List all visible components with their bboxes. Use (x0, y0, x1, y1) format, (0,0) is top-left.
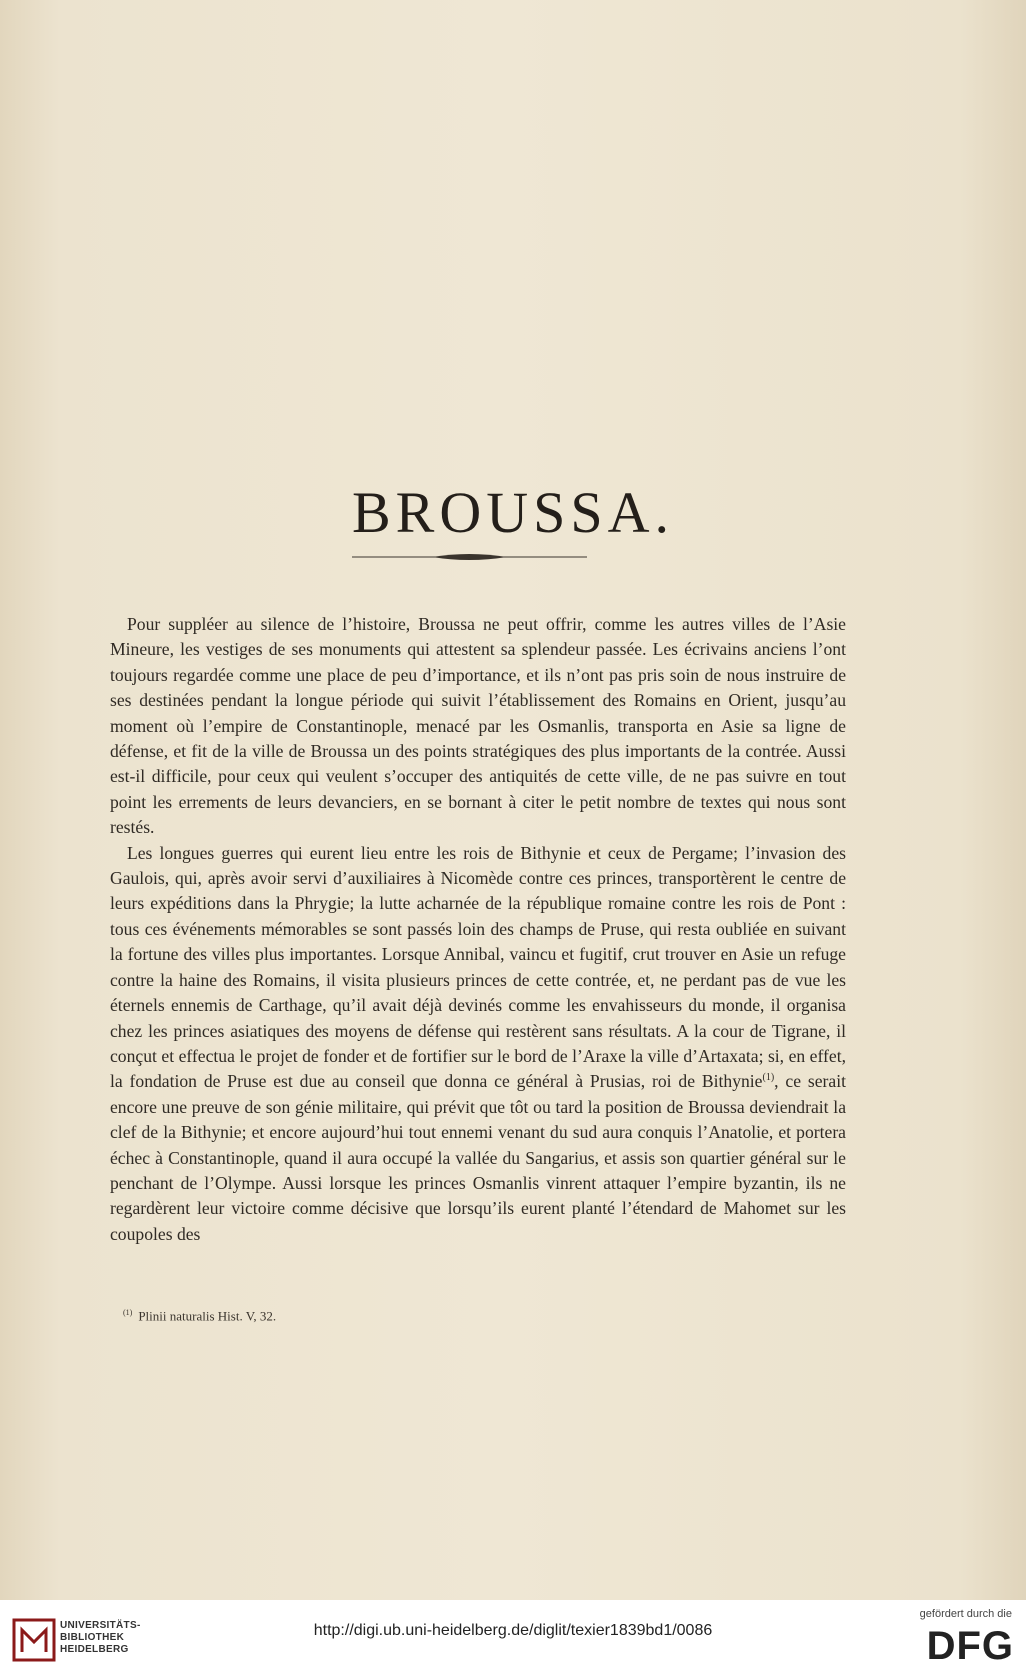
footnote (123, 1308, 276, 1324)
footnote-mark: (1) (123, 1308, 133, 1317)
title-ornament (352, 551, 587, 563)
dfg-logo[interactable]: DFG (926, 1624, 1014, 1668)
library-line-2: BIBLIOTHEK (60, 1632, 125, 1643)
permalink-url[interactable]: http://digi.ub.uni-heidelberg.de/diglit/texier1839bd1/0086 (313, 1622, 713, 1639)
paragraph-2-part-1: Les longues guerres qui eurent lieu entre les rois de Bithynie et ceux de Pergame; l’invasion des Gaulois, qui, après avoir servi d’auxiliaires à Nicomède contre ces princes, transportèrent le centre de leurs expéditions dans la Phrygie; la lutte acharnée de la république romaine contre les rois de Pont : tous ces événements mémorables se sont passés loin des champs de Pruse, qui resta oubliée en suivant la fortune des villes plus importantes. Lorsque Annibal, vaincu et fugitif, crut trouver en Asie un refuge contre la haine des Romains, il visita plusieurs princes de cette contrée, et, ne perdant pas de vue les éternels ennemis de Carthage, qu’il avait déjà devinés comme les envahisseurs du monde, il organisa chez les princes asiatiques des moyens de défense qui restèrent sans résultats. A la cour de Tigrane, il conçut et effectua le projet de fonder et de fortifier sur le bord de l’Araxe la ville d’Artaxata; si, en effet, la fondation de Pruse est due au conseil que donna ce général à Prusias, roi de Bithynie (110, 842, 846, 1092)
footer-bar (0, 1600, 1026, 1679)
paragraph-1: Pour suppléer au silence de l’histoire, Broussa ne peut offrir, comme les autres villes de l’Asie Mineure, les vestiges de ses monuments qui attestent sa splendeur passée. Les écrivains anciens l’ont toujours regardée comme une place de peu d’importance, et ils n’ont pas pris soin de nous instruire de ses destinées pendant la longue période qui suivit l’établissement des Romains en Orient, jusqu’au moment où l’empire de Constantinople, menacé par les Osmanlis, transporta en Asie sa ligne de défense, et fit de la ville de Broussa un des points stratégiques des plus importants de la contrée. Aussi est-il difficile, pour ceux qui veulent s’occuper des antiquités de cette ville, de ne pas suivre en tout point les errements de leurs devanciers, en se bornant à citer le petit nombre de textes qui nous sont restés. (110, 614, 846, 838)
main-text (110, 612, 846, 1247)
page-title: BROUSSA. (351, 479, 675, 545)
library-line-1: UNIVERSITÄTS- (60, 1620, 141, 1631)
paragraph-2-part-2: , ce serait encore une preuve de son génie militaire, qui prévit que tôt ou tard la position de Broussa deviendrait la clef de la Bithynie; et encore aujourd’hui tout ennemi venant du sud aura conquis l’Anatolie, et portera échec à Constantinople, quand il aura occupé la vallée du Sangarius, et assis son quartier général sur le penchant de l’Olympe. Aussi lorsque les princes Osmanlis vinrent attaquer l’empire byzantin, ils ne regardèrent leur victoire comme décisive que lorsqu’ils eurent planté l’étendard de Mahomet sur les coupoles des (110, 1071, 846, 1244)
funding-label: gefördert durch die (919, 1608, 1012, 1620)
footnote-text: Plinii naturalis Hist. V, 32. (138, 1308, 277, 1324)
library-line-3: HEIDELBERG (60, 1644, 129, 1655)
paragraph-2 (110, 841, 846, 1248)
footnote-reference[interactable]: (1) (762, 1072, 775, 1084)
